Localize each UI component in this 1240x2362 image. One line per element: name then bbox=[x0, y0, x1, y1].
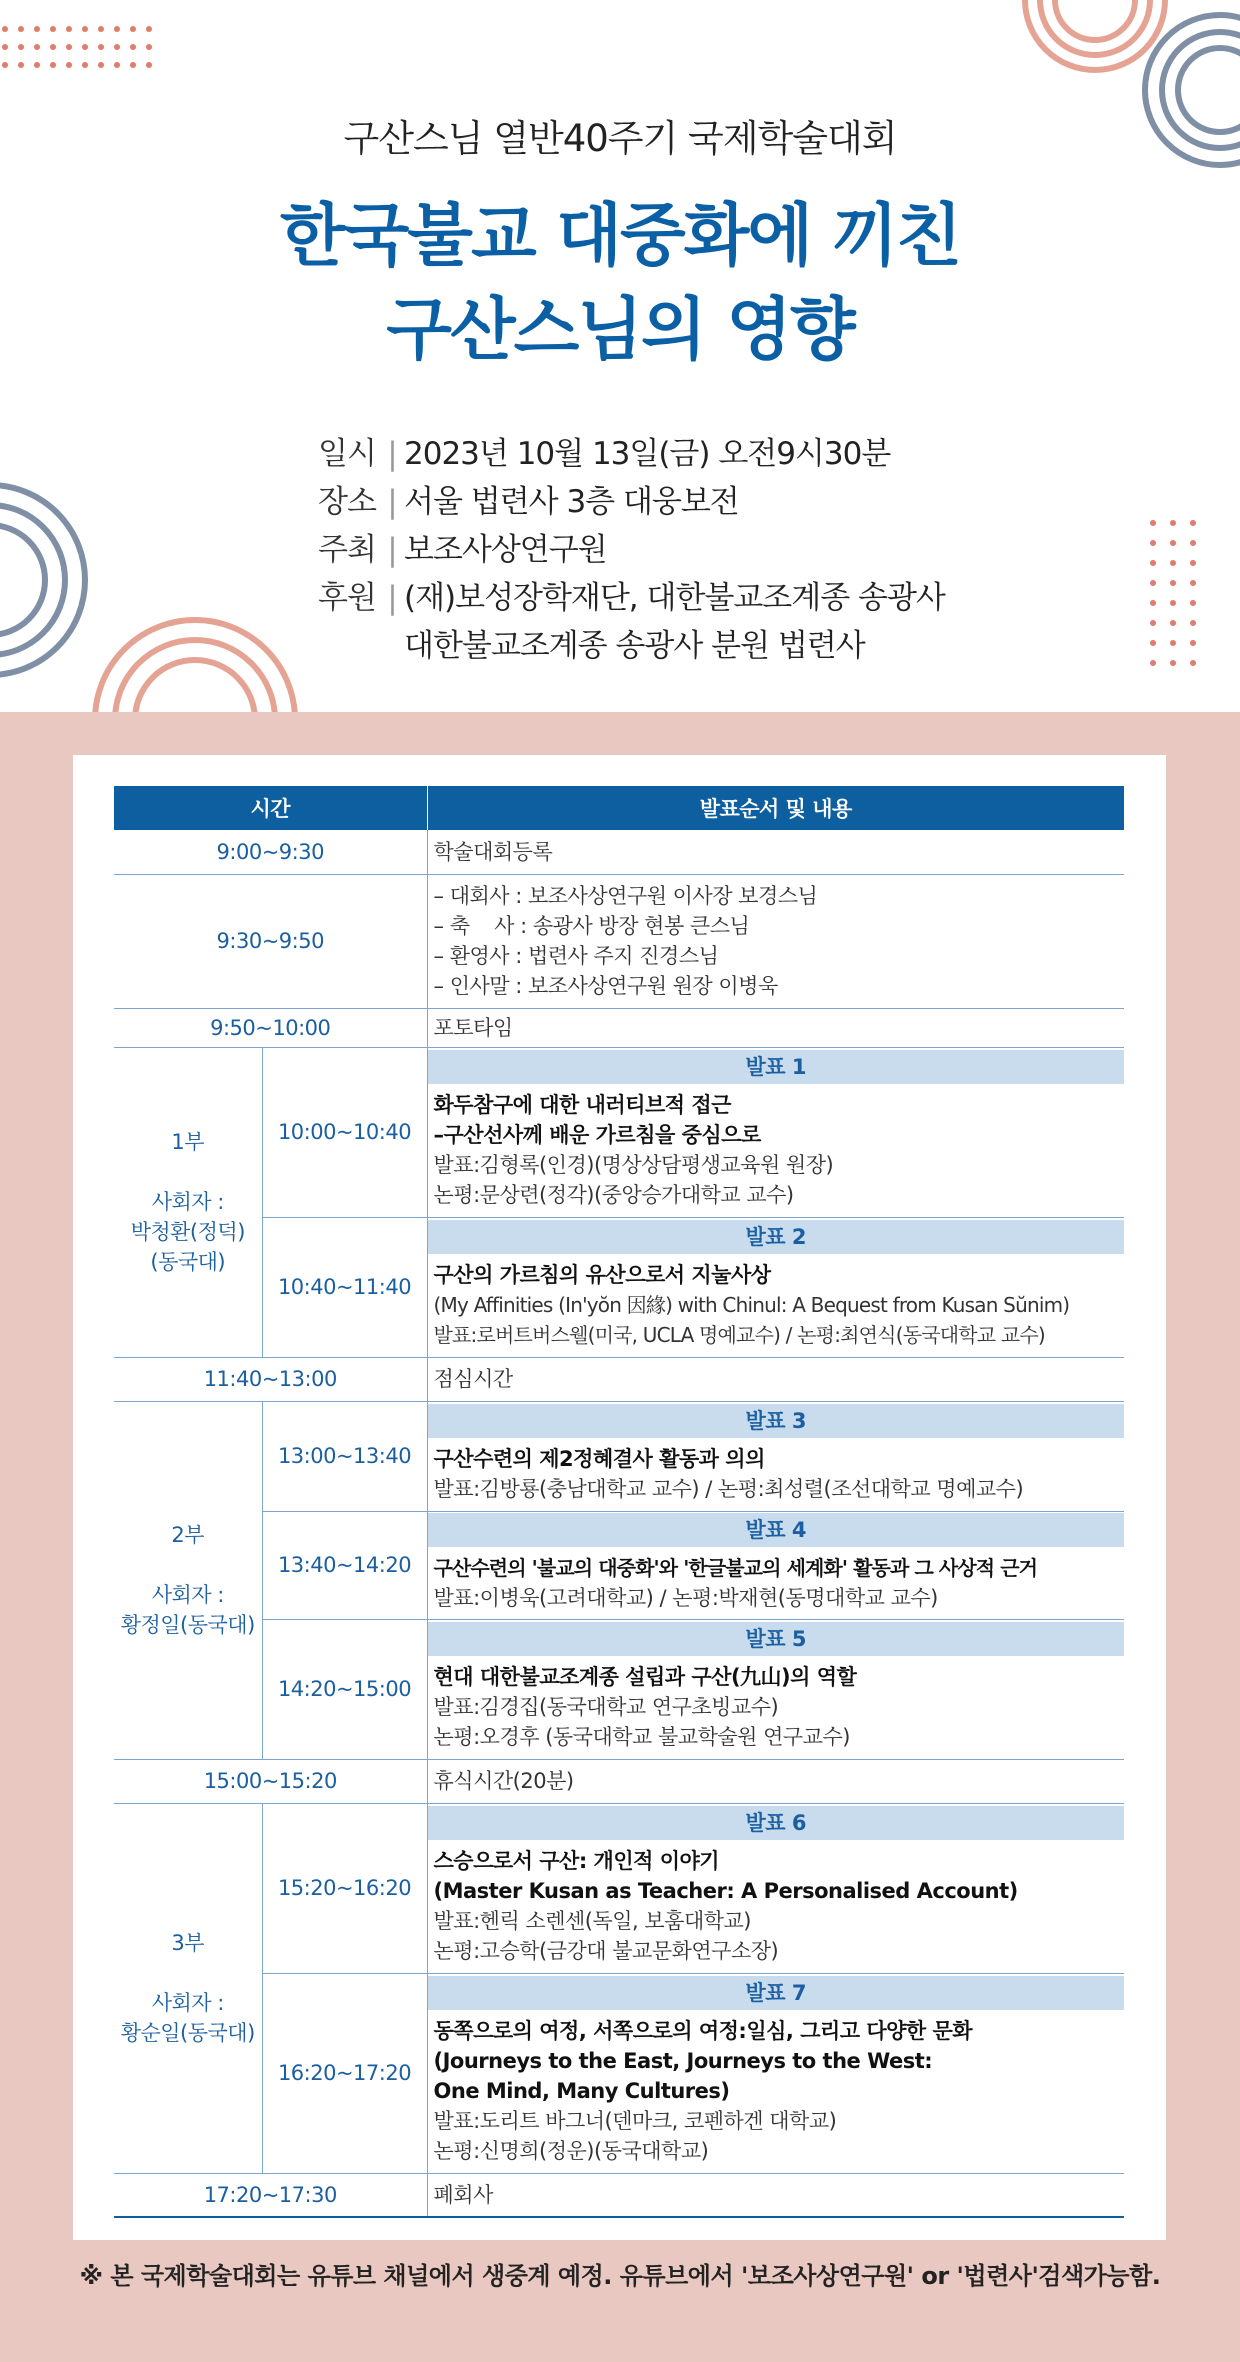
row-content: 휴식시간(20분) bbox=[427, 1759, 1124, 1803]
row-time: 9:50~10:00 bbox=[114, 1008, 427, 1047]
event-title bbox=[0, 190, 1240, 378]
row-content: 점심시간 bbox=[427, 1357, 1124, 1401]
event-info bbox=[318, 430, 945, 670]
cloud-pattern-top-right-icon bbox=[1005, 0, 1240, 210]
table-row bbox=[114, 2173, 1124, 2217]
row-time: 17:20~17:30 bbox=[114, 2173, 427, 2217]
row-content: – 대회사 : 보조사상연구원 이사장 보경스님 – 축 사 : 송광사 방장 현봉 큰스님 – 환영사 : 법련사 주지 진경스님 – 인사말 : 보조사상연구원 원장 이병욱 bbox=[427, 874, 1124, 1008]
table-row bbox=[114, 1803, 1124, 1973]
presentation-1: 발표 1 화두참구에 대한 내러티브적 접근 –구산선사께 배운 가르침을 중심으로 발표:김형록(인경)(명상상담평생교육원 원장) 논평:문상련(정각)(중앙승가대학교 교수) bbox=[427, 1047, 1124, 1217]
info-sponsor: 후원 | (재)보성장학재단, 대한불교조계종 송광사 bbox=[318, 580, 945, 616]
session-1-cell: 1부 사회자 : 박청환(정덕) (동국대) bbox=[114, 1047, 262, 1357]
table-row bbox=[114, 1401, 1124, 1511]
table-row bbox=[114, 1357, 1124, 1401]
table-row bbox=[114, 1759, 1124, 1803]
col-content-header: 발표순서 및 내용 bbox=[427, 786, 1124, 830]
cloud-pattern-left-icon bbox=[0, 470, 100, 690]
presentation-5: 발표 5 현대 대한불교조계종 설립과 구산(九山)의 역할 발표:김경집(동국대학교 연구초빙교수) 논평:오경후 (동국대학교 불교학술원 연구교수) bbox=[427, 1619, 1124, 1759]
title-line-2: 구산스님의 영향 bbox=[386, 291, 854, 370]
presentation-4: 발표 4 구산수련의 '불교의 대중화'와 '한글불교의 세계화' 활동과 그 사상적 근거 발표:이병욱(고려대학교) / 논평:박재현(동명대학교 교수) bbox=[427, 1511, 1124, 1619]
presentation-7: 발표 7 동쪽으로의 여정, 서쪽으로의 여정:일심, 그리고 다양한 문화 (Journeys to the East, Journeys to the West: One Mind, Many Cultures) 발표:도리트 바그너(덴마크, 코펜하겐 대학교) 논평:신명희(정운)(동국대학교) bbox=[427, 1973, 1124, 2173]
row-content: 포토타임 bbox=[427, 1008, 1124, 1047]
cloud-pattern-bottom-left-icon bbox=[90, 610, 300, 712]
row-time: 11:40~13:00 bbox=[114, 1357, 427, 1401]
row-time: 13:40~14:20 bbox=[262, 1511, 427, 1619]
row-time: 16:20~17:20 bbox=[262, 1973, 427, 2173]
event-subtitle: 구산스님 열반40주기 국제학술대회 bbox=[343, 117, 897, 160]
table-header bbox=[114, 786, 1124, 830]
row-time: 15:20~16:20 bbox=[262, 1803, 427, 1973]
row-time: 15:00~15:20 bbox=[114, 1759, 427, 1803]
row-time: 9:30~9:50 bbox=[114, 874, 427, 1008]
row-content: 폐회사 bbox=[427, 2173, 1124, 2217]
presentation-2: 발표 2 구산의 가르침의 유산으로서 지눌사상 (My Affinities (In'yŏn 因緣) with Chinul: A Bequest from Kusan Sŭnim) 발표:로버트버스웰(미국, UCLA 명예교수) / 논평:최연식(동국대학교 교수) bbox=[427, 1217, 1124, 1357]
row-time: 13:00~13:40 bbox=[262, 1401, 427, 1511]
row-time: 14:20~15:00 bbox=[262, 1619, 427, 1759]
table-row bbox=[114, 1217, 1124, 1357]
session-3-cell: 3부 사회자 : 황순일(동국대) bbox=[114, 1803, 262, 2173]
info-date: 일시 | 2023년 10월 13일(금) 오전9시30분 bbox=[318, 436, 891, 472]
table-row bbox=[114, 1619, 1124, 1759]
title-line-1: 한국불교 대중화에 끼친 bbox=[279, 197, 961, 276]
poster-header bbox=[0, 0, 1240, 712]
table-row bbox=[114, 1973, 1124, 2173]
table-row bbox=[114, 874, 1124, 1008]
table-row bbox=[114, 1047, 1124, 1217]
footnote: ※ 본 국제학술대회는 유튜브 채널에서 생중계 예정. 유튜브에서 '보조사상연구원' or '법련사'검색가능함. bbox=[79, 2262, 1161, 2290]
table-row bbox=[114, 830, 1124, 874]
session-2-cell: 2부 사회자 : 황정일(동국대) bbox=[114, 1401, 262, 1759]
row-time: 10:40~11:40 bbox=[262, 1217, 427, 1357]
presentation-3: 발표 3 구산수련의 제2정혜결사 활동과 의의 발표:김방룡(충남대학교 교수) / 논평:최성렬(조선대학교 명예교수) bbox=[427, 1401, 1124, 1511]
row-time: 10:00~10:40 bbox=[262, 1047, 427, 1217]
info-host: 주최 | 보조사상연구원 bbox=[318, 532, 607, 568]
schedule-table bbox=[114, 786, 1124, 2218]
row-content: 학술대회등록 bbox=[427, 830, 1124, 874]
info-sponsor-cont: 대한불교조계종 송광사 분원 법련사 bbox=[404, 628, 865, 664]
col-time-header: 시간 bbox=[114, 786, 427, 830]
row-time: 9:00~9:30 bbox=[114, 830, 427, 874]
info-venue: 장소 | 서울 법련사 3층 대웅보전 bbox=[318, 484, 739, 520]
presentation-6: 발표 6 스승으로서 구산: 개인적 이야기 (Master Kusan as Teacher: A Personalised Account) 발표:헨릭 소렌센(독일, 보훔대학교) 논평:고승학(금강대 불교문화연구소장) bbox=[427, 1803, 1124, 1973]
table-row bbox=[114, 1511, 1124, 1619]
table-row bbox=[114, 1008, 1124, 1047]
